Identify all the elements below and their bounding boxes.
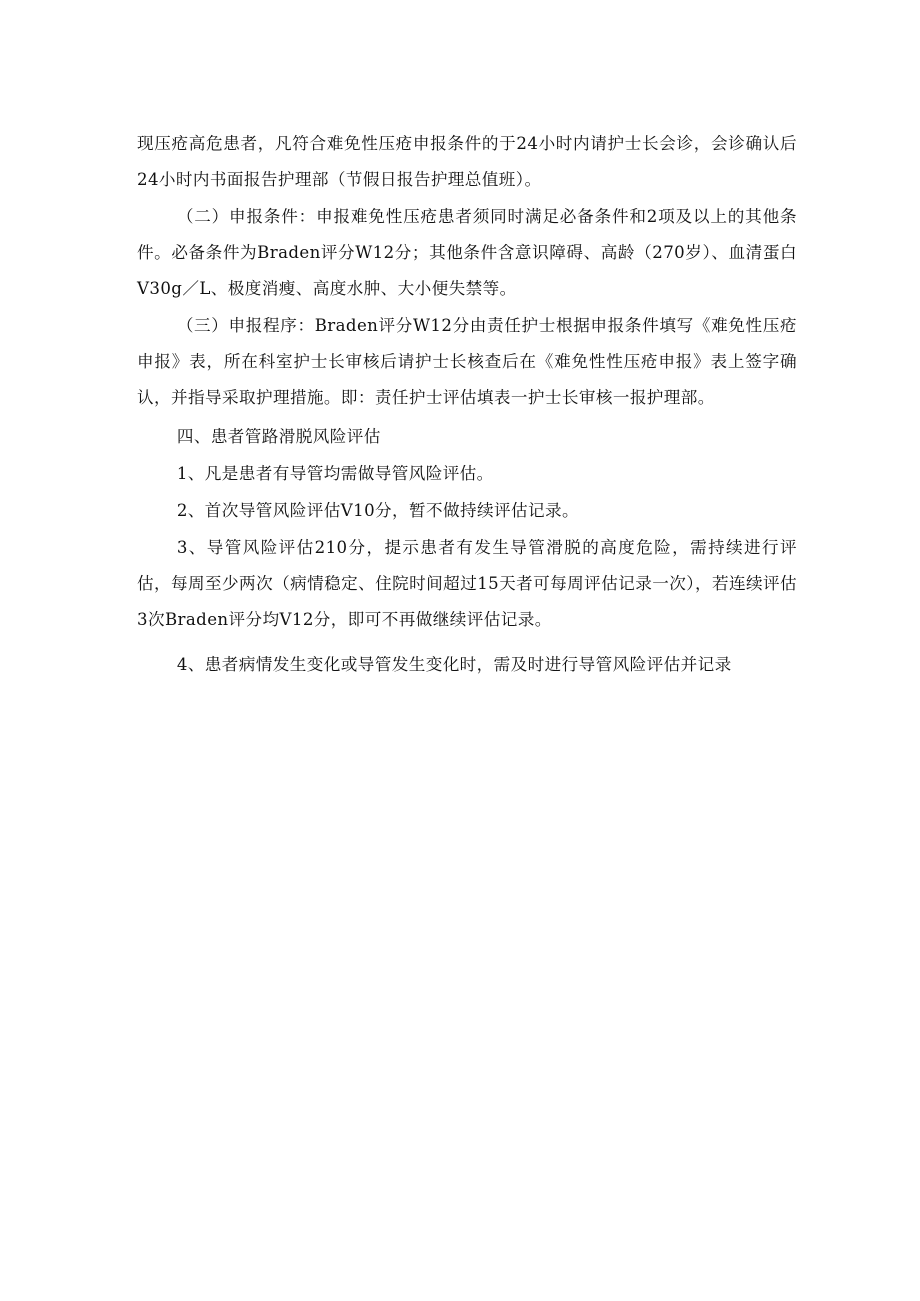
section-heading-tube-risk: 四、患者管路滑脱风险评估 [176, 427, 381, 446]
list-item-1: 1、凡是患者有导管均需做导管风险评估。 [176, 464, 494, 483]
document-body [137, 126, 797, 683]
paragraph-reporting-conditions: （二）申报条件：申报难免性压疮患者须同时满足必备条件和2项及以上的其他条件。必备条件为Braden评分W12分；其他条件含意识障碍、高龄（270岁）、血清蛋白V30g／L、极度消瘦、高度水肿、大小便失禁等。 [137, 207, 797, 298]
list-item-2: 2、首次导管风险评估V10分，暂不做持续评估记录。 [176, 501, 579, 520]
paragraph-continuation: 现压疮高危患者，凡符合难免性压疮申报条件的于24小时内请护士长会诊，会诊确认后24小时内书面报告护理部（节假日报告护理总值班）。 [137, 134, 797, 189]
paragraph-reporting-procedure: （三）申报程序：Braden评分W12分由责任护士根据申报条件填写《难免性压疮申报》表，所在科室护士长审核后请护士长核查后在《难免性性压疮申报》表上签字确认，并指导采取护理措施。即：责任护士评估填表一护士长审核一报护理部。 [137, 316, 797, 407]
list-item-4: 4、患者病情发生变化或导管发生变化时，需及时进行导管风险评估并记录 [176, 655, 732, 674]
list-item-3: 3、导管风险评估210分，提示患者有发生导管滑脱的高度危险，需持续进行评估，每周至少两次（病情稳定、住院时间超过15天者可每周评估记录一次），若连续评估3次Braden评分均V12分，即可不再做继续评估记录。 [137, 538, 797, 629]
